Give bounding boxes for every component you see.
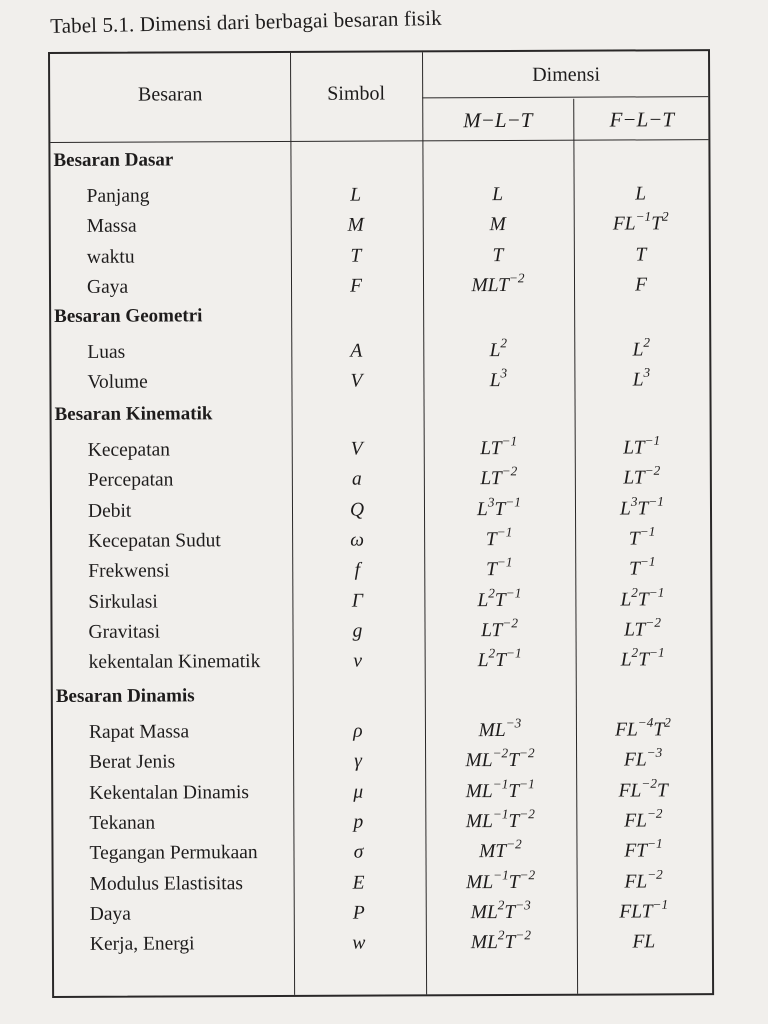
quantity-symbol: Q	[349, 499, 365, 521]
quantity-name: Gravitasi	[88, 621, 161, 643]
table-row	[52, 493, 710, 531]
table-row	[51, 334, 709, 372]
dimension-mlt: $ML^{-1}T^{-1}$	[465, 775, 535, 802]
dimension-mlt: $MLT^{-2}$	[471, 270, 525, 297]
category-label: Besaran Geometri	[54, 305, 203, 327]
dimension-flt: L	[635, 183, 647, 205]
quantity-symbol: ν	[353, 650, 363, 672]
dimension-flt: FL	[632, 931, 656, 953]
dimension-table	[48, 49, 714, 998]
quantity-name: Kekentalan Dinamis	[89, 781, 250, 804]
table-row	[52, 614, 710, 652]
table-row	[52, 523, 710, 561]
quantity-symbol: μ	[353, 781, 364, 803]
quantity-name: Rapat Massa	[88, 721, 190, 743]
header-besaran: Besaran	[137, 83, 203, 106]
quantity-symbol: A	[350, 340, 363, 362]
dimension-flt: $LT^{-2}$	[623, 463, 661, 489]
dimension-mlt: $LT^{-1}$	[480, 433, 518, 460]
table-row	[52, 553, 710, 591]
dimension-mlt: T	[492, 244, 504, 266]
quantity-symbol: p	[353, 811, 364, 833]
dimension-mlt: $L^3$	[489, 365, 508, 392]
quantity-symbol: M	[347, 214, 364, 236]
dimension-flt: $L^3$	[632, 365, 651, 391]
dimension-mlt: $L^2T^{-1}$	[477, 645, 522, 672]
quantity-name: Berat Jenis	[89, 751, 176, 774]
quantity-symbol: f	[354, 559, 361, 581]
table-row	[52, 584, 710, 622]
quantity-symbol: Γ	[351, 590, 363, 612]
quantity-name: Kecepatan	[87, 439, 171, 461]
category-label: Besaran Dinamis	[55, 685, 195, 707]
header-flt: F−L−T	[609, 107, 675, 132]
dimension-mlt: $ML^2T^{-2}$	[470, 927, 531, 954]
quantity-name: Daya	[89, 903, 131, 925]
dimension-mlt: $T^{-1}$	[485, 554, 513, 581]
dimension-mlt: $ML^{-1}T^{-2}$	[465, 806, 535, 833]
quantity-symbol: T	[350, 245, 362, 267]
dimension-flt: $T^{-1}$	[628, 523, 656, 550]
dimension-flt: $LT^{-2}$	[624, 614, 661, 641]
dimension-flt: $FL^{-2}$	[624, 805, 663, 832]
quantity-name: Modulus Elastisitas	[89, 872, 243, 895]
category-row	[50, 147, 708, 180]
dimension-mlt: $T^{-1}$	[485, 524, 513, 550]
quantity-name: Luas	[87, 341, 126, 363]
dimension-mlt: M	[489, 214, 506, 236]
dimension-flt: $LT^{-1}$	[623, 432, 661, 459]
dimension-flt: $FL^{-2}$	[624, 866, 663, 892]
quantity-name: Panjang	[86, 185, 150, 207]
dimension-flt: $FL^{-2}T$	[618, 775, 668, 802]
table-row	[54, 927, 712, 964]
dimension-flt: $FL^{-1}T^2$	[612, 208, 669, 235]
quantity-name: Frekwensi	[88, 560, 170, 583]
quantity-name: Debit	[87, 500, 132, 522]
dimension-mlt: $ML^2T^{-3}$	[470, 897, 531, 923]
dimension-flt: $FL^{-3}$	[623, 745, 663, 771]
table-row	[53, 714, 711, 752]
header-simbol: Simbol	[327, 82, 386, 105]
quantity-name: Sirkulasi	[88, 591, 158, 613]
quantity-symbol: g	[352, 620, 363, 642]
quantity-symbol: V	[350, 438, 363, 460]
table-row	[51, 244, 709, 277]
dimension-flt: $T^{-1}$	[628, 553, 656, 580]
quantity-symbol: ω	[350, 529, 365, 551]
header-divider	[422, 96, 708, 98]
table-row	[51, 270, 709, 307]
quantity-name: Massa	[86, 215, 137, 238]
dimension-mlt: $ML^{-2}T^{-2}$	[465, 745, 535, 772]
quantity-symbol: V	[350, 370, 363, 392]
quantity-symbol: P	[352, 902, 365, 924]
quantity-name: waktu	[86, 246, 135, 268]
category-row	[51, 303, 709, 336]
dimension-mlt: $MT^{-2}$	[479, 836, 522, 863]
dimension-mlt: $LT^{-2}$	[481, 615, 518, 641]
quantity-name: Kerja, Energi	[89, 933, 195, 955]
quantity-name: kekentalan Kinematik	[88, 651, 261, 673]
category-row	[52, 401, 710, 434]
quantity-name: Percepatan	[87, 469, 174, 492]
table-row	[53, 805, 711, 843]
table-row	[54, 896, 712, 934]
header-bottom-rule	[50, 139, 708, 143]
table-row	[53, 745, 711, 782]
table-row	[53, 835, 711, 873]
dimension-flt: $L^2T^{-1}$	[620, 584, 665, 611]
table-row	[53, 775, 711, 813]
quantity-symbol: σ	[353, 841, 364, 863]
dimension-flt: $L^2T^{-1}$	[620, 644, 665, 671]
table-row	[53, 644, 711, 682]
dimension-flt: $L^3T^{-1}$	[619, 493, 664, 520]
dimension-flt: $FLT^{-1}$	[619, 896, 669, 923]
table-row	[51, 208, 709, 246]
category-row	[53, 683, 711, 716]
dimension-flt: $FT^{-1}$	[624, 835, 663, 862]
quantity-symbol: γ	[354, 750, 362, 772]
dimension-flt: $FL^{-4}T^2$	[614, 714, 671, 741]
quantity-name: Tekanan	[89, 812, 156, 834]
quantity-symbol: F	[350, 275, 363, 297]
quantity-symbol: L	[350, 184, 362, 206]
quantity-symbol: ρ	[353, 720, 363, 742]
quantity-symbol: a	[351, 468, 362, 490]
dimension-mlt: $L^2$	[489, 335, 508, 362]
category-label: Besaran Dasar	[53, 149, 174, 171]
table-row	[54, 866, 712, 904]
header-mlt: M−L−T	[463, 107, 533, 133]
dimension-mlt: $ML^{-3}$	[478, 715, 522, 742]
category-label: Besaran Kinematik	[54, 403, 213, 425]
dimension-flt: $L^2$	[632, 334, 651, 361]
dimension-mlt: $LT^{-2}$	[480, 463, 518, 490]
quantity-name: Volume	[87, 371, 148, 394]
table-row	[51, 183, 709, 216]
table-row	[51, 365, 709, 402]
dimension-mlt: $ML^{-1}T^{-2}$	[466, 866, 536, 893]
quantity-symbol: E	[352, 872, 365, 894]
table-row	[52, 432, 710, 470]
dimension-flt: T	[635, 243, 647, 266]
dimension-mlt: $L^2T^{-1}$	[477, 584, 522, 611]
table-row	[52, 463, 710, 500]
quantity-name: Tegangan Permukaan	[89, 842, 258, 865]
quantity-symbol: w	[352, 932, 366, 954]
table-caption: Tabel 5.1. Dimensi dari berbagai besaran fisik	[50, 5, 442, 38]
dimension-mlt: L	[492, 184, 504, 206]
quantity-name: Kecepatan Sudut	[88, 530, 221, 552]
header-dimensi: Dimensi	[532, 63, 601, 86]
dimension-mlt: $L^3T^{-1}$	[476, 493, 521, 520]
dimension-flt: F	[635, 274, 648, 296]
quantity-name: Gaya	[86, 276, 129, 298]
